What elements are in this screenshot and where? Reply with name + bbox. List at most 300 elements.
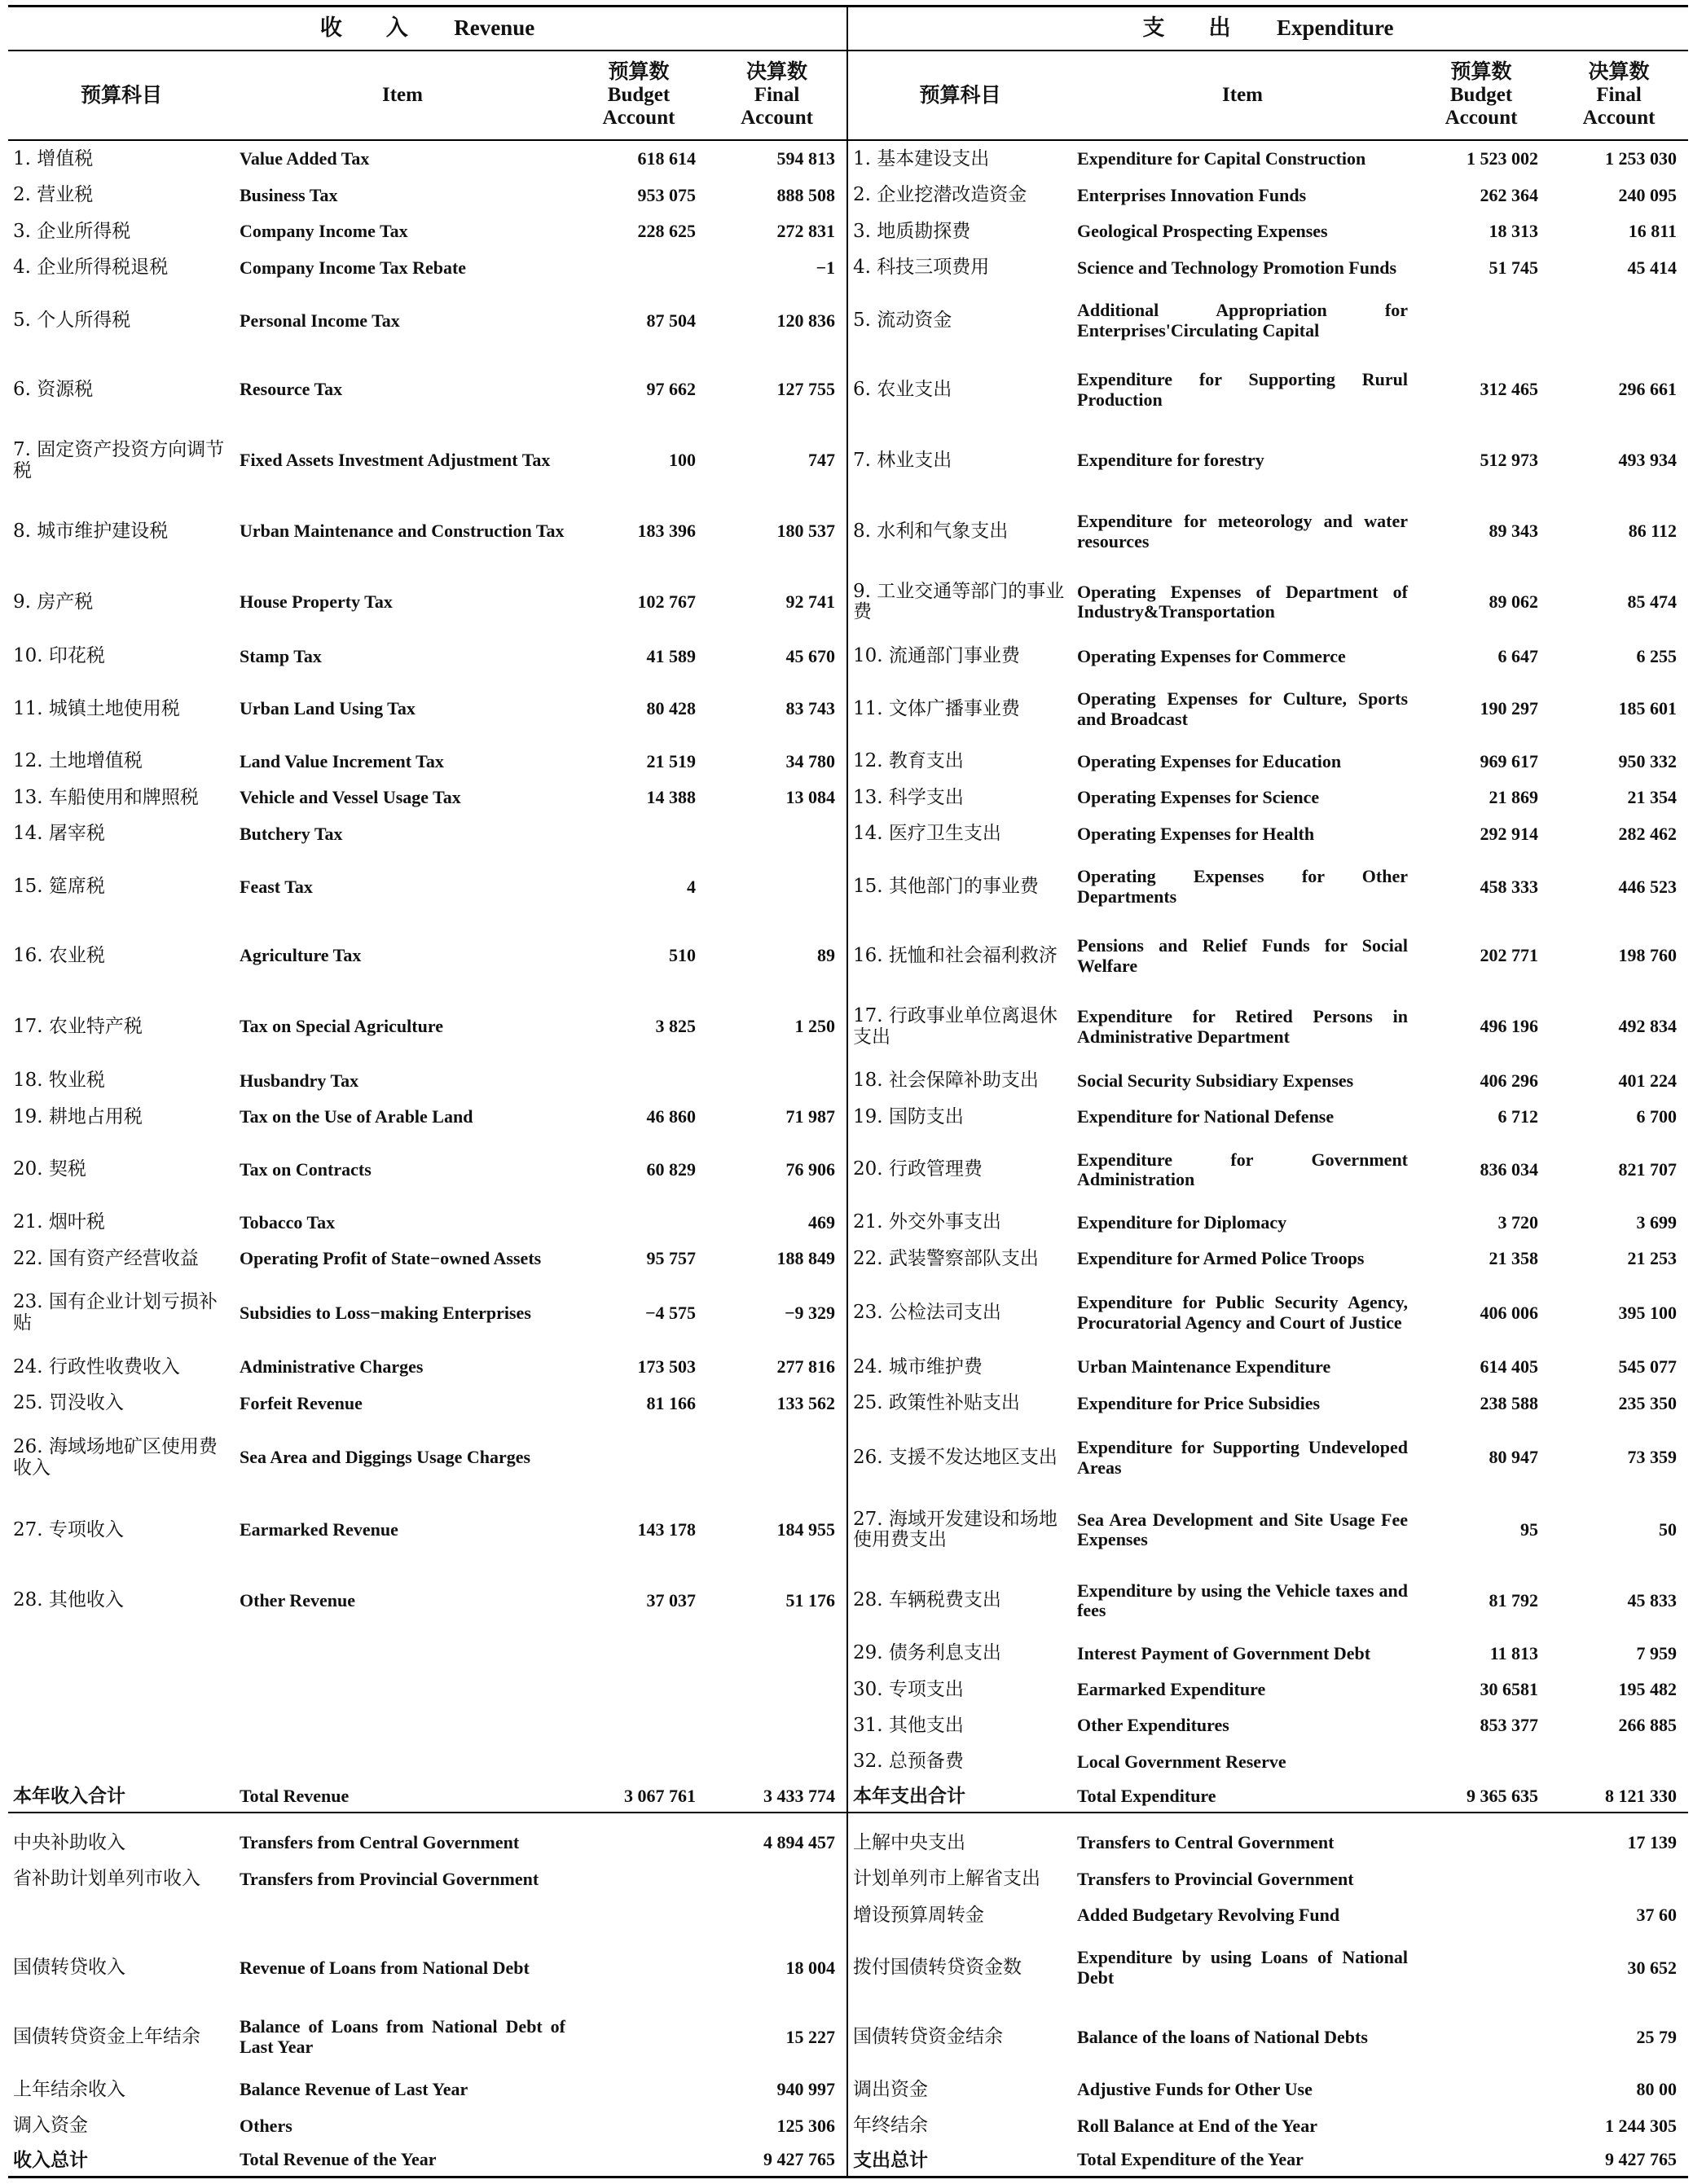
expenditure-item-en: Earmarked Expenditure	[1077, 1679, 1266, 1700]
spacer-cell	[1413, 1813, 1550, 1825]
expenditure-item-en: Expenditure for forestry	[1077, 450, 1264, 471]
expenditure-final-value: 7 959	[1636, 1642, 1678, 1663]
revenue-subject-cn: 4. 企业所得税退税	[13, 257, 169, 279]
expenditure-budget-value	[1413, 1744, 1550, 1780]
revenue-subject-cn: 15. 筵席税	[13, 875, 105, 897]
revenue-final-value: −1	[707, 250, 847, 286]
expenditure-budget-value: 614 405	[1480, 1356, 1539, 1378]
expenditure-subject-cn: 25. 政策性补贴支出	[853, 1392, 1020, 1414]
expenditure-budget-value: 238 588	[1480, 1392, 1539, 1413]
expenditure-budget-value: 81 792	[1489, 1590, 1539, 1611]
revenue-final-value: 272 831	[707, 214, 847, 250]
revenue-budget-value	[570, 1825, 707, 1861]
revenue-subject-cn: 8. 城市维护建设税	[13, 520, 169, 542]
revenue-subject-cn: 3. 企业所得税	[13, 220, 131, 242]
revenue-budget-value: 618 614	[637, 148, 696, 169]
revenue-final-value: 888 508	[707, 178, 847, 213]
revenue-budget-value	[570, 1897, 707, 1933]
expenditure-budget-value: 11 813	[1489, 1642, 1539, 1663]
expenditure-budget-value: 312 465	[1480, 379, 1539, 400]
revenue-final-value	[707, 1063, 847, 1099]
revenue-item-en: Tax on Special Agriculture	[240, 1016, 443, 1037]
revenue-item-en: Stamp Tax	[240, 645, 322, 666]
expenditure-subject-cn: 15. 其他部门的事业费	[853, 875, 1039, 897]
expenditure-item-en: Other Expenditures	[1077, 1715, 1229, 1736]
expenditure-budget-value: 969 617	[1480, 751, 1539, 772]
revenue-budget-value: 228 625	[637, 221, 696, 242]
col-header-budget-revenue: 预算数 Budget Account	[570, 51, 707, 140]
revenue-subject-cn: 本年收入合计	[8, 1780, 235, 1813]
expenditure-budget-value: 262 364	[1480, 185, 1539, 206]
revenue-final-value	[707, 1744, 847, 1780]
revenue-subject-cn	[8, 1744, 235, 1780]
expenditure-final-value: 17 139	[1627, 1832, 1678, 1853]
revenue-item-en	[235, 1897, 570, 1933]
revenue-item-en: Transfers from Central Government	[240, 1832, 520, 1853]
revenue-item-en: Land Value Increment Tax	[240, 751, 444, 772]
expenditure-item-en: Operating Expenses for Commerce	[1077, 645, 1346, 666]
expenditure-final-value: 3 699	[1636, 1211, 1678, 1233]
revenue-budget-value: 37 037	[646, 1590, 696, 1611]
table-row	[8, 675, 1688, 744]
revenue-item-en	[235, 1708, 570, 1744]
table-row	[8, 991, 1688, 1063]
expenditure-item-en: Operating Expenses for Other Departments	[1077, 866, 1409, 907]
revenue-final-value: 1 250	[707, 991, 847, 1063]
expenditure-final-value: 8 121 330	[1550, 1780, 1688, 1813]
expenditure-subject-cn: 拨付国债转贷资金数	[853, 1957, 1022, 1979]
expenditure-item-en: Enterprises Innovation Funds	[1077, 185, 1307, 206]
expenditure-section-title	[847, 7, 1688, 51]
revenue-budget-value	[570, 1934, 707, 2003]
spacer-cell	[847, 1813, 1072, 1825]
table-row	[8, 497, 1688, 566]
expenditure-item-en: Expenditure by using Loans of National Debt	[1077, 1947, 1409, 1988]
expenditure-final-value	[1550, 1744, 1688, 1780]
expenditure-subject-cn: 支出总计	[847, 2145, 1072, 2177]
revenue-final-value	[707, 1897, 847, 1933]
revenue-subject-cn: 收入总计	[8, 2145, 235, 2177]
revenue-item-en: Earmarked Revenue	[240, 1519, 398, 1540]
revenue-item-en: Agriculture Tax	[240, 945, 362, 966]
revenue-final-value: 127 755	[707, 355, 847, 424]
revenue-final-value: 89	[707, 921, 847, 991]
table-row	[8, 140, 1688, 178]
col-header-final-expenditure: 决算数 Final Account	[1550, 51, 1688, 140]
expenditure-subject-cn: 21. 外交外事支出	[853, 1211, 1001, 1233]
revenue-subject-cn: 中央补助收入	[13, 1831, 125, 1853]
revenue-final-value: 180 537	[707, 497, 847, 566]
revenue-subject-cn: 18. 牧业税	[13, 1070, 105, 1092]
expenditure-final-value: 37 60	[1636, 1905, 1678, 1926]
revenue-item-en: Sea Area and Diggings Usage Charges	[240, 1447, 531, 1468]
expenditure-subject-cn: 22. 武装警察部队支出	[853, 1247, 1039, 1269]
revenue-subject-cn: 省补助计划单列市收入	[13, 1868, 200, 1890]
table-row	[8, 921, 1688, 991]
table-row	[8, 566, 1688, 639]
column-header-row	[8, 51, 1688, 140]
expenditure-budget-value: 80 947	[1489, 1447, 1539, 1468]
spacer-cell	[1550, 1813, 1688, 1825]
revenue-final-value	[707, 1636, 847, 1672]
spacer-cell	[570, 1813, 707, 1825]
revenue-final-value: 51 176	[707, 1567, 847, 1636]
expenditure-item-en: Adjustive Funds for Other Use	[1077, 2079, 1313, 2100]
revenue-budget-value: 143 178	[637, 1519, 696, 1540]
revenue-budget-value	[570, 1672, 707, 1707]
expenditure-subject-cn: 8. 水利和气象支出	[853, 520, 1009, 542]
expenditure-item-en: Pensions and Relief Funds for Social Welfare	[1077, 935, 1409, 976]
expenditure-budget-value: 6 712	[1497, 1106, 1539, 1127]
revenue-item-en: Total Revenue	[235, 1780, 570, 1813]
expenditure-final-value: 21 253	[1627, 1248, 1678, 1269]
revenue-budget-value: 87 504	[646, 310, 696, 331]
revenue-subject-cn: 2. 营业税	[13, 184, 94, 206]
expenditure-budget-value: 9 365 635	[1413, 1780, 1550, 1813]
revenue-final-value: 133 562	[707, 1386, 847, 1422]
grand-total-row	[8, 2145, 1688, 2177]
expenditure-subject-cn: 2. 企业挖潜改造资金	[853, 184, 1027, 206]
revenue-item-en: Administrative Charges	[240, 1356, 424, 1378]
expenditure-final-value: 86 112	[1628, 521, 1678, 542]
revenue-subject-cn: 13. 车船使用和牌照税	[13, 786, 199, 808]
revenue-final-value: 76 906	[707, 1136, 847, 1205]
revenue-item-en: Tax on the Use of Arable Land	[240, 1106, 473, 1127]
revenue-subject-cn: 11. 城镇土地使用税	[13, 697, 180, 719]
expenditure-item-en: Expenditure for Government Administration	[1077, 1149, 1409, 1190]
expenditure-subject-cn: 28. 车辆税费支出	[853, 1589, 1001, 1611]
table-row	[8, 1636, 1688, 1672]
revenue-budget-value: 80 428	[646, 698, 696, 719]
expenditure-final-value: 950 332	[1618, 751, 1678, 772]
expenditure-budget-value	[1413, 2072, 1550, 2108]
expenditure-subject-cn: 14. 医疗卫生支出	[853, 823, 1001, 845]
expenditure-final-value: 296 661	[1618, 379, 1678, 400]
revenue-item-en: Feast Tax	[240, 876, 313, 897]
revenue-budget-value	[570, 1205, 707, 1241]
transfer-row	[8, 1825, 1688, 1861]
expenditure-subject-cn: 17. 行政事业单位离退休支出	[853, 1004, 1058, 1048]
table-row	[8, 1349, 1688, 1385]
revenue-subject-cn: 28. 其他收入	[13, 1589, 124, 1611]
expenditure-budget-value: 190 297	[1480, 698, 1539, 719]
expenditure-final-value	[1550, 1861, 1688, 1897]
revenue-final-value: 9 427 765	[707, 2145, 847, 2177]
expenditure-final-value: 45 414	[1627, 257, 1678, 278]
expenditure-final-value: 395 100	[1618, 1302, 1678, 1323]
transfer-row	[8, 1934, 1688, 2003]
revenue-subject-cn: 10. 印花税	[13, 645, 105, 667]
expenditure-budget-value	[1413, 2145, 1550, 2177]
expenditure-final-value: 85 474	[1627, 591, 1678, 613]
revenue-item-en: House Property Tax	[240, 591, 393, 613]
expenditure-item-en: Expenditure for Capital Construction	[1077, 148, 1366, 169]
revenue-subject-cn: 23. 国有企业计划亏损补贴	[13, 1291, 218, 1334]
revenue-item-en: Transfers from Provincial Government	[240, 1868, 539, 1889]
revenue-item-en: Total Revenue of the Year	[235, 2145, 570, 2177]
revenue-subject-cn: 调入资金	[13, 2115, 88, 2137]
expenditure-item-en: Expenditure for Public Security Agency, Procuratorial Agency and Court of Justice	[1077, 1292, 1409, 1333]
expenditure-subject-cn: 国债转贷资金结余	[853, 2026, 1004, 2048]
col-header-budget-expenditure: 预算数 Budget Account	[1413, 51, 1550, 140]
expenditure-budget-value	[1413, 1861, 1550, 1897]
revenue-final-value: 747	[707, 424, 847, 497]
revenue-final-value	[707, 852, 847, 921]
revenue-item-en: Company Income Tax	[240, 221, 408, 242]
expenditure-item-en: Expenditure for Diplomacy	[1077, 1211, 1287, 1233]
revenue-budget-value	[570, 2145, 707, 2177]
revenue-item-en	[235, 1672, 570, 1707]
col-header-item-expenditure: Item	[1072, 51, 1413, 140]
expenditure-subject-cn: 1. 基本建设支出	[853, 147, 990, 169]
expenditure-subject-cn: 上解中央支出	[853, 1831, 966, 1853]
expenditure-item-en: Interest Payment of Government Debt	[1077, 1642, 1371, 1663]
spacer-cell	[1072, 1813, 1413, 1825]
revenue-budget-value: 14 388	[646, 787, 696, 808]
expenditure-title-cn: 支 出	[1142, 15, 1231, 42]
revenue-final-value: 188 849	[707, 1241, 847, 1277]
revenue-budget-value	[570, 816, 707, 852]
revenue-budget-value: 3 067 761	[570, 1780, 707, 1813]
expenditure-final-value: 6 255	[1636, 645, 1678, 666]
revenue-final-value: 71 987	[707, 1099, 847, 1135]
revenue-item-en: Tax on Contracts	[240, 1159, 372, 1180]
expenditure-subject-cn: 12. 教育支出	[853, 750, 964, 772]
revenue-subject-cn: 上年结余收入	[13, 2078, 125, 2100]
revenue-budget-value: −4 575	[644, 1302, 696, 1323]
expenditure-budget-value: 496 196	[1480, 1016, 1539, 1037]
expenditure-subject-cn: 5. 流动资金	[853, 309, 952, 331]
revenue-final-value: −9 329	[707, 1277, 847, 1350]
expenditure-budget-value: 836 034	[1480, 1159, 1539, 1180]
expenditure-item-en: Urban Maintenance Expenditure	[1077, 1356, 1331, 1378]
expenditure-item-en: Transfers to Central Government	[1077, 1832, 1335, 1853]
expenditure-budget-value: 89 343	[1489, 521, 1539, 542]
revenue-final-value: 13 084	[707, 780, 847, 816]
expenditure-item-en: Operating Expenses for Health	[1077, 823, 1315, 844]
revenue-budget-value	[570, 250, 707, 286]
table-row	[8, 1672, 1688, 1707]
expenditure-final-value: 30 652	[1627, 1957, 1678, 1978]
expenditure-subject-cn: 30. 专项支出	[853, 1678, 964, 1700]
revenue-final-value: 34 780	[707, 744, 847, 780]
revenue-final-value: 4 894 457	[707, 1825, 847, 1861]
revenue-final-value: 83 743	[707, 675, 847, 744]
expenditure-budget-value: 89 062	[1489, 591, 1539, 613]
budget-table	[8, 5, 1688, 2178]
expenditure-budget-value	[1413, 1897, 1550, 1933]
expenditure-subject-cn: 20. 行政管理费	[853, 1158, 983, 1180]
revenue-final-value	[707, 1422, 847, 1494]
expenditure-budget-value: 292 914	[1480, 823, 1539, 844]
expenditure-final-value: 446 523	[1618, 876, 1678, 897]
expenditure-final-value: 1 244 305	[1605, 2115, 1678, 2136]
expenditure-budget-value: 512 973	[1480, 450, 1539, 471]
revenue-item-en: Resource Tax	[240, 379, 343, 400]
expenditure-subject-cn: 27. 海域开发建设和场地使用费支出	[853, 1508, 1058, 1551]
table-row	[8, 250, 1688, 286]
expenditure-final-value: 9 427 765	[1550, 2145, 1688, 2177]
revenue-budget-value: 510	[669, 945, 696, 966]
revenue-subject-cn: 国债转贷收入	[13, 1957, 125, 1979]
revenue-budget-value: 3 825	[655, 1016, 696, 1037]
expenditure-subject-cn: 23. 公检法司支出	[853, 1302, 1001, 1324]
revenue-subject-cn: 16. 农业税	[13, 944, 105, 966]
spacer-cell	[235, 1813, 570, 1825]
expenditure-final-value: 821 707	[1618, 1159, 1678, 1180]
revenue-item-en: Fixed Assets Investment Adjustment Tax	[240, 450, 551, 471]
expenditure-budget-value: 30 6581	[1480, 1679, 1539, 1700]
col-header-subject-expenditure: 预算科目	[847, 51, 1072, 140]
revenue-budget-value	[570, 1744, 707, 1780]
revenue-budget-value	[570, 1861, 707, 1897]
revenue-budget-value: 81 166	[646, 1392, 696, 1413]
table-row	[8, 424, 1688, 497]
transfer-row	[8, 2072, 1688, 2108]
revenue-final-value: 3 433 774	[707, 1780, 847, 1813]
col-header-item-revenue: Item	[235, 51, 570, 140]
expenditure-budget-value: 406 296	[1480, 1070, 1539, 1091]
expenditure-budget-value	[1413, 286, 1550, 355]
expenditure-budget-value: 406 006	[1480, 1302, 1539, 1323]
spacer-cell	[707, 1813, 847, 1825]
revenue-budget-value	[570, 1708, 707, 1744]
revenue-subject-cn: 国债转贷资金上年结余	[13, 2026, 200, 2048]
expenditure-item-en: Total Expenditure of the Year	[1072, 2145, 1413, 2177]
expenditure-budget-value: 18 313	[1489, 221, 1539, 242]
revenue-final-value	[707, 1708, 847, 1744]
expenditure-item-en: Expenditure for Supporting Undeveloped Areas	[1077, 1437, 1409, 1478]
table-row	[8, 1567, 1688, 1636]
expenditure-item-en: Roll Balance at End of the Year	[1077, 2115, 1317, 2136]
revenue-budget-value: 4	[687, 876, 696, 897]
table-row	[8, 1063, 1688, 1099]
expenditure-final-value: 235 350	[1618, 1392, 1678, 1413]
revenue-final-value	[707, 1672, 847, 1707]
expenditure-final-value: 16 811	[1628, 221, 1678, 242]
expenditure-subject-cn: 7. 林业支出	[853, 449, 952, 471]
expenditure-item-en: Transfers to Provincial Government	[1077, 1868, 1354, 1889]
revenue-subject-cn: 12. 土地增值税	[13, 750, 143, 772]
expenditure-budget-value: 51 745	[1489, 257, 1539, 278]
expenditure-subject-cn: 19. 国防支出	[853, 1105, 964, 1127]
section-title-row	[8, 7, 1688, 51]
table-row	[8, 816, 1688, 852]
expenditure-budget-value: 1 523 002	[1467, 148, 1539, 169]
expenditure-final-value: 1 253 030	[1605, 148, 1678, 169]
revenue-item-en: Balance of Loans from National Debt of Last Year	[240, 2016, 565, 2058]
revenue-item-en: Balance Revenue of Last Year	[240, 2079, 468, 2100]
expenditure-final-value	[1550, 286, 1688, 355]
revenue-subject-cn: 1. 增值税	[13, 147, 94, 169]
expenditure-budget-value	[1413, 2108, 1550, 2145]
expenditure-budget-value	[1413, 1934, 1550, 2003]
expenditure-subject-cn: 13. 科学支出	[853, 786, 964, 808]
expenditure-subject-cn: 18. 社会保障补助支出	[853, 1070, 1039, 1092]
revenue-item-en: Operating Profit of State−owned Assets	[240, 1248, 542, 1269]
expenditure-subject-cn: 10. 流通部门事业费	[853, 645, 1020, 667]
expenditure-subject-cn: 16. 抚恤和社会福利救济	[853, 944, 1058, 966]
revenue-budget-value	[570, 1063, 707, 1099]
revenue-subject-cn: 19. 耕地占用税	[13, 1105, 143, 1127]
revenue-subject-cn	[8, 1636, 235, 1672]
revenue-item-en	[235, 1636, 570, 1672]
table-row	[8, 1708, 1688, 1744]
revenue-budget-value	[570, 2108, 707, 2145]
table-row	[8, 852, 1688, 921]
total-row	[8, 1780, 1688, 1813]
revenue-final-value: 469	[707, 1205, 847, 1241]
revenue-final-value: 940 997	[707, 2072, 847, 2108]
expenditure-item-en: Operating Expenses for Education	[1077, 751, 1342, 772]
expenditure-item-en: Expenditure for Retired Persons in Administrative Department	[1077, 1006, 1409, 1047]
revenue-budget-value: 60 829	[646, 1159, 696, 1180]
revenue-subject-cn: 14. 屠宰税	[13, 823, 105, 845]
expenditure-budget-value: 21 869	[1489, 787, 1539, 808]
table-row	[8, 639, 1688, 675]
revenue-title-en: Revenue	[454, 15, 535, 41]
revenue-item-en: Other Revenue	[240, 1590, 355, 1611]
revenue-budget-value: 97 662	[646, 379, 696, 400]
revenue-budget-value	[570, 1636, 707, 1672]
expenditure-final-value: 195 482	[1618, 1679, 1678, 1700]
revenue-item-en: Urban Land Using Tax	[240, 698, 416, 719]
revenue-budget-value: 41 589	[646, 645, 696, 666]
table-row	[8, 1241, 1688, 1277]
expenditure-subject-cn: 29. 债务利息支出	[853, 1642, 1001, 1664]
transfer-row	[8, 2108, 1688, 2145]
revenue-final-value	[707, 1861, 847, 1897]
table-row	[8, 1277, 1688, 1350]
expenditure-item-en: Social Security Subsidiary Expenses	[1077, 1070, 1354, 1091]
revenue-budget-value	[570, 1422, 707, 1494]
expenditure-final-value: 492 834	[1618, 1016, 1678, 1037]
revenue-subject-cn: 25. 罚没收入	[13, 1392, 124, 1414]
revenue-budget-value: 173 503	[637, 1356, 696, 1378]
expenditure-budget-value: 202 771	[1480, 945, 1539, 966]
transfer-row	[8, 2003, 1688, 2072]
revenue-subject-cn	[8, 1672, 235, 1707]
revenue-budget-value: 183 396	[637, 521, 696, 542]
expenditure-final-value: 240 095	[1618, 185, 1678, 206]
expenditure-item-en: Expenditure for Supporting Rurul Production	[1077, 369, 1409, 410]
revenue-subject-cn: 24. 行政性收费收入	[13, 1356, 180, 1378]
expenditure-subject-cn: 3. 地质勘探费	[853, 220, 971, 242]
revenue-item-en: Husbandry Tax	[240, 1070, 359, 1091]
expenditure-budget-value: 853 377	[1480, 1715, 1539, 1736]
expenditure-subject-cn: 增设预算周转金	[853, 1904, 985, 1926]
expenditure-item-en: Expenditure for meteorology and water resources	[1077, 510, 1409, 551]
revenue-item-en: Others	[240, 2115, 292, 2136]
expenditure-budget-value: 95	[1520, 1519, 1539, 1540]
expenditure-subject-cn: 26. 支援不发达地区支出	[853, 1446, 1058, 1468]
expenditure-item-en: Science and Technology Promotion Funds	[1077, 257, 1397, 278]
revenue-item-en: Urban Maintenance and Construction Tax	[240, 521, 565, 542]
expenditure-title-en: Expenditure	[1276, 15, 1394, 41]
expenditure-final-value: 21 354	[1627, 787, 1678, 808]
expenditure-subject-cn: 9. 工业交通等部门的事业费	[853, 580, 1065, 623]
expenditure-item-en: Expenditure for Armed Police Troops	[1077, 1248, 1365, 1269]
expenditure-final-value: 45 833	[1627, 1590, 1678, 1611]
revenue-section-title	[8, 7, 847, 51]
col-header-final-revenue: 决算数 Final Account	[707, 51, 847, 140]
expenditure-item-en: Operating Expenses of Department of Industry&Transportation	[1077, 581, 1409, 622]
table-row	[8, 1136, 1688, 1205]
revenue-subject-cn: 17. 农业特产税	[13, 1015, 143, 1037]
revenue-final-value: 125 306	[707, 2108, 847, 2145]
revenue-item-en: Tobacco Tax	[240, 1211, 336, 1233]
table-row	[8, 214, 1688, 250]
